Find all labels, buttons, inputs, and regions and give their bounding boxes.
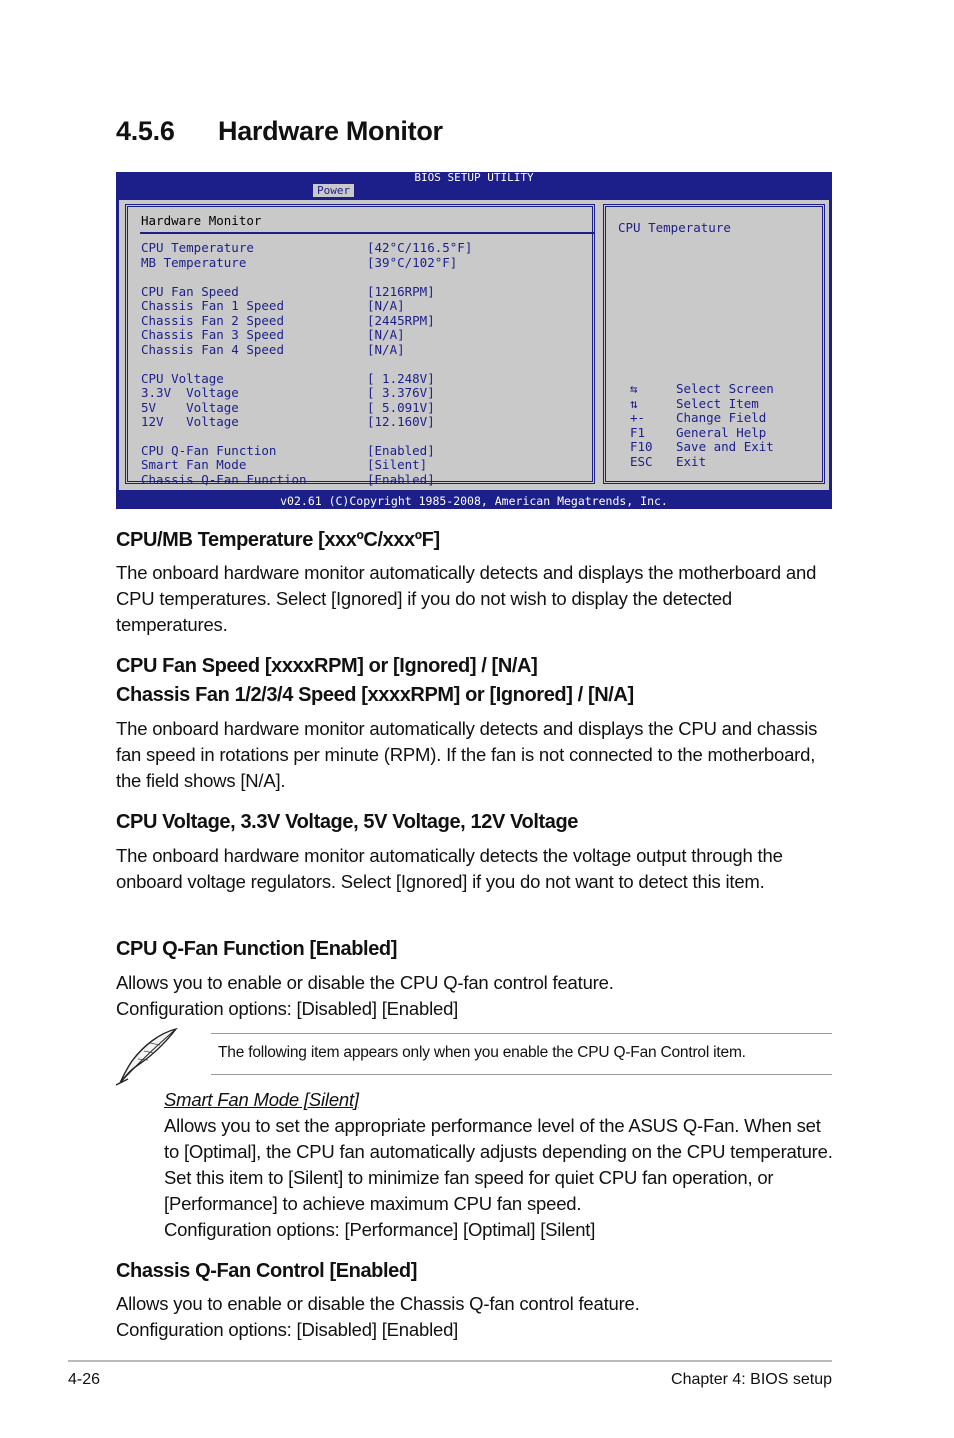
section-name: Hardware Monitor [218, 116, 443, 146]
bios-row-value[interactable]: [Enabled] [367, 471, 435, 487]
chassis-options: Configuration options: [Disabled] [Enabled] [116, 1319, 459, 1340]
arrow-up-down-icon: ⇅ [630, 395, 638, 411]
volt-heading: CPU Voltage, 3.3V Voltage, 5V Voltage, 12V Voltage [116, 811, 578, 833]
bios-help-panel [603, 204, 825, 484]
temp-body: The onboard hardware monitor automatically detects and displays the motherboard and CPU temperatures. Select [Ignored] if you do not wish to display the detected temperatures. [116, 562, 817, 635]
bios-copyright: v02.61 (C)Copyright 1985-2008, American Megatrends, Inc. [280, 494, 668, 508]
note-rule-top [211, 1033, 832, 1034]
volt-body: The onboard hardware monitor automatically detects the voltage output through the onboard voltage regulators. Select [Ignored] if you do not want to detect this item. [116, 845, 783, 892]
bios-row-label[interactable]: Chassis Fan 1 Speed [141, 298, 284, 313]
bios-row-value: [2445RPM] [367, 312, 435, 328]
bios-key: ESC [630, 453, 653, 469]
bios-title: BIOS SETUP UTILITY [414, 171, 534, 184]
bios-panel-heading: Hardware Monitor [141, 213, 262, 228]
bios-row-label[interactable]: CPU Voltage [141, 370, 224, 386]
bios-key-desc: Exit [676, 453, 707, 469]
arrow-left-right-icon: ⇆ [630, 381, 638, 396]
bios-row-label[interactable]: 5V Voltage [141, 399, 239, 415]
bios-row-value: [N/A] [367, 341, 405, 357]
smart-fan-title: Smart Fan Mode [Silent] [164, 1089, 359, 1110]
bios-row-value[interactable]: [Enabled] [367, 442, 435, 458]
bios-row-label[interactable]: Chassis Fan 2 Speed [141, 312, 284, 328]
bios-key: +- [630, 410, 646, 425]
bios-key: F1 [630, 424, 646, 440]
bios-body [119, 200, 829, 490]
bios-help-text: CPU Temperature [618, 220, 731, 235]
bios-row-value[interactable]: [Silent] [367, 457, 428, 472]
bios-row-label[interactable]: Smart Fan Mode [141, 457, 247, 472]
bios-row-label[interactable]: CPU Temperature [141, 240, 254, 255]
fan-heading-2: Chassis Fan 1/2/3/4 Speed [xxxxRPM] or [Ignored] / [N/A] [116, 684, 634, 706]
bios-separator [140, 232, 595, 234]
bios-key: F10 [630, 439, 653, 454]
footer-rule [68, 1360, 832, 1362]
bios-row-value: [ 5.091V] [367, 399, 435, 415]
chassis-body: Allows you to enable or disable the Chassis Q-fan control feature. [116, 1293, 640, 1314]
note-rule-bottom [211, 1074, 832, 1075]
bios-row-value: [N/A] [367, 298, 405, 313]
bios-row-label[interactable]: 3.3V Voltage [141, 385, 239, 400]
bios-row-label[interactable]: CPU Q-Fan Function [141, 442, 277, 458]
bios-row-label[interactable]: Chassis Fan 4 Speed [141, 341, 284, 357]
smart-fan-options: Configuration options: [Performance] [Optimal] [Silent] [164, 1219, 596, 1240]
bios-tab-power[interactable]: Power [313, 184, 354, 197]
bios-key-desc: Select Item [676, 395, 759, 411]
bios-row-label[interactable]: 12V Voltage [141, 414, 239, 429]
bios-key-desc: Select Screen [676, 381, 774, 396]
bios-key-desc: Change Field [676, 410, 767, 425]
temp-heading: CPU/MB Temperature [xxxºC/xxxºF] [116, 529, 440, 551]
bios-row-label[interactable]: CPU Fan Speed [141, 283, 239, 299]
section-number: 4.5.6 [116, 116, 175, 146]
bios-key-desc: Save and Exit [676, 439, 774, 454]
bios-settings-panel [125, 204, 595, 487]
smart-fan-body: Allows you to set the appropriate performance level of the ASUS Q-Fan. When set to [Optimal], the CPU fan automatically adjusts depending on the CPU temperature. Set this item to [Silent] to minimize fan speed for quiet CPU fan operation, or [Performance] to achieve maximum CPU fan speed. [164, 1115, 833, 1214]
fan-heading-1: CPU Fan Speed [xxxxRPM] or [Ignored] / [N/A] [116, 655, 538, 677]
fan-body: The onboard hardware monitor automatically detects and displays the CPU and chassis fan speed in rotations per minute (RPM). If the fan is not connected to the motherboard, the field shows [N/A]. [116, 718, 818, 791]
bios-row-value: [12.160V] [367, 414, 435, 429]
note-text: The following item appears only when you enable the CPU Q-Fan Control item. [218, 1044, 746, 1061]
bios-row-label[interactable]: Chassis Q-Fan Function [141, 471, 307, 487]
bios-row-label[interactable]: MB Temperature [141, 254, 247, 270]
bios-row-value: [ 3.376V] [367, 385, 435, 400]
bios-row-label[interactable]: Chassis Fan 3 Speed [141, 327, 284, 342]
qfan-options: Configuration options: [Disabled] [Enabled] [116, 998, 459, 1019]
bios-key-desc: General Help [676, 424, 767, 440]
bios-row-value: [39°C/102°F] [367, 254, 458, 270]
bios-row-value: [N/A] [367, 327, 405, 342]
bios-screenshot [116, 172, 832, 509]
page-number: 4-26 [68, 1371, 101, 1388]
feather-pen-icon [114, 1027, 180, 1087]
chapter-label: Chapter 4: BIOS setup [671, 1371, 832, 1388]
bios-row-value: [42°C/116.5°F] [367, 240, 473, 255]
qfan-heading: CPU Q-Fan Function [Enabled] [116, 938, 398, 960]
section-title [116, 116, 443, 147]
chassis-heading: Chassis Q-Fan Control [Enabled] [116, 1260, 417, 1282]
bios-row-value: [1216RPM] [367, 283, 435, 299]
bios-row-value: [ 1.248V] [367, 370, 435, 386]
qfan-body: Allows you to enable or disable the CPU Q-fan control feature. [116, 972, 614, 993]
